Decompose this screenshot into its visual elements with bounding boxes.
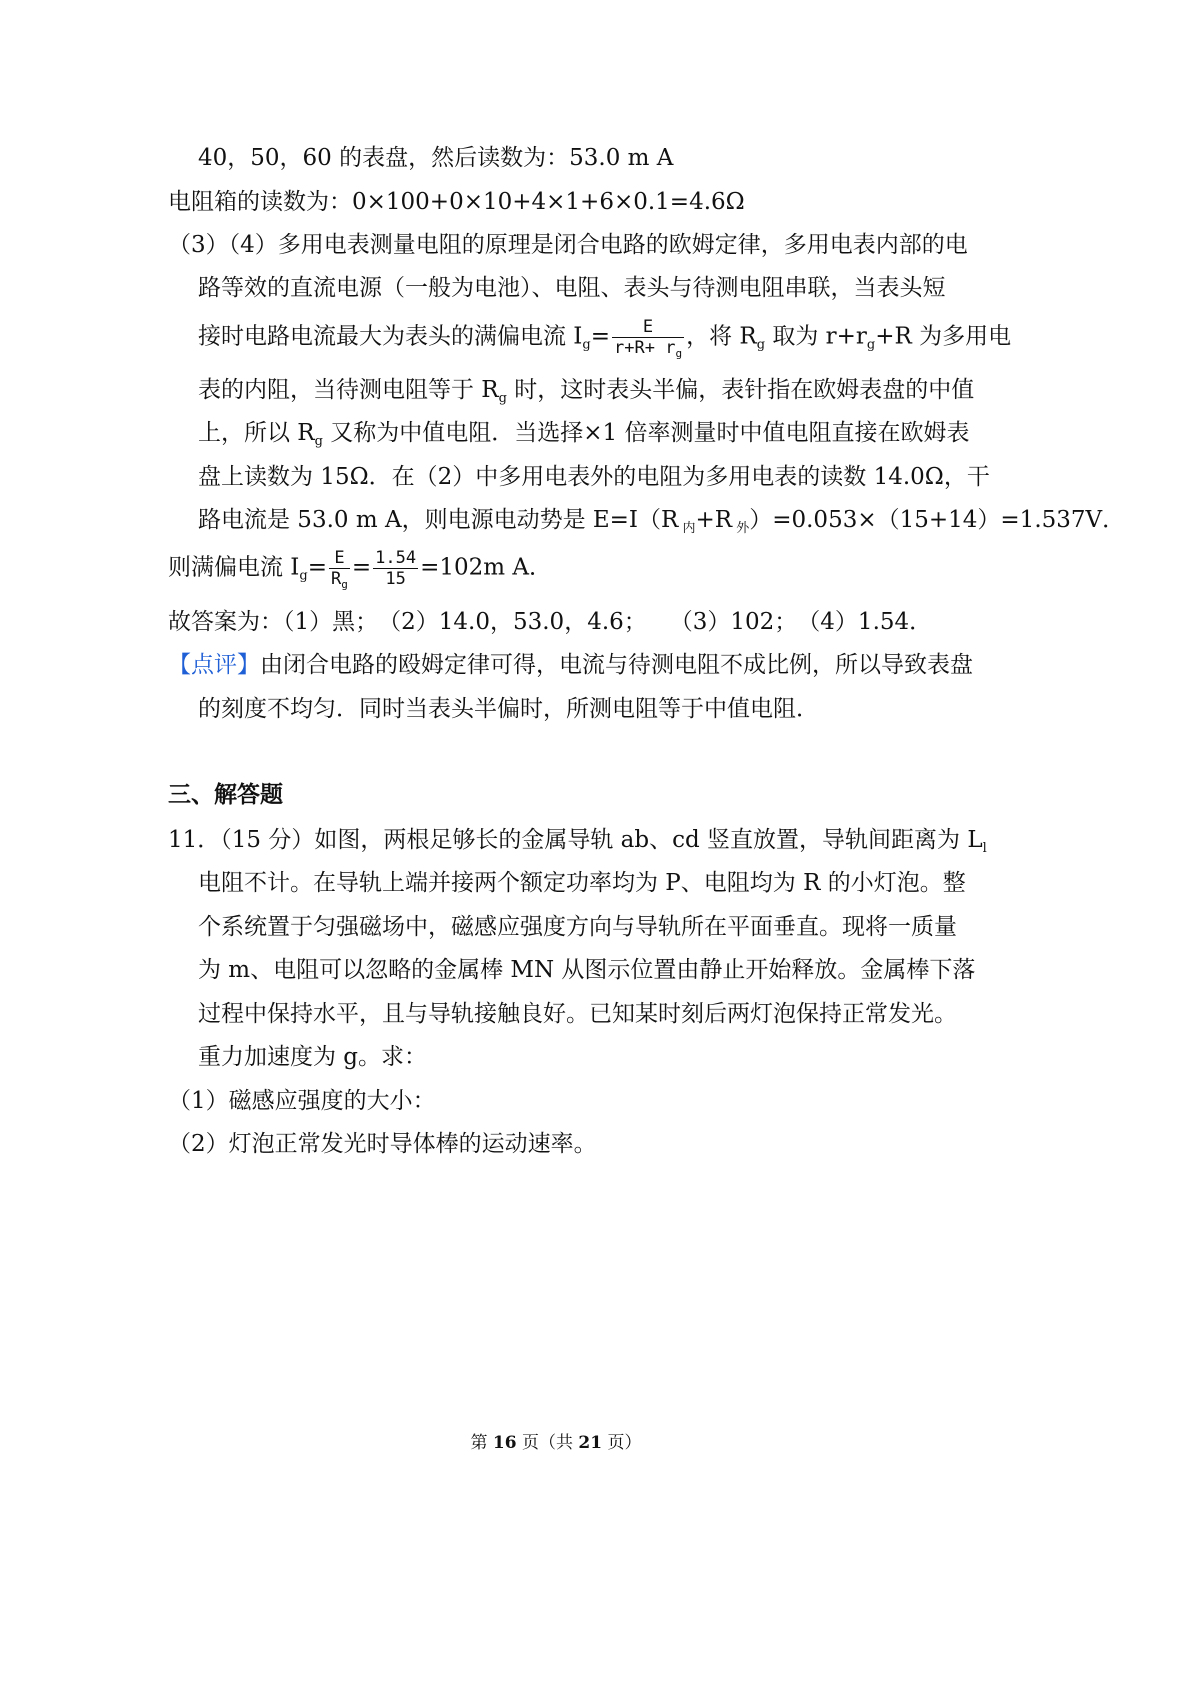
footer-text: 页（共	[516, 1433, 579, 1453]
text-fragment: 又称为中值电阻．当选择×1 倍率测量时中值电阻直接在欧姆表	[322, 420, 970, 446]
text-fragment: 路电流是 53.0 m A，则电源电动势是 E=I（R	[198, 507, 679, 533]
answer-line: 故答案为：（1）黑； （2）14.0，53.0，4.6； （3）102； （4）1.54．	[168, 609, 933, 635]
text-fragment: 则满偏电流 I	[168, 554, 300, 581]
subscript: g	[756, 337, 766, 353]
footer-text: 第	[470, 1433, 493, 1453]
subscript: g	[498, 391, 507, 406]
text-fragment: 由闭合电路的殴姆定律可得，电流与待测电阻不成比例，所以导致表盘	[260, 652, 973, 678]
question-line	[168, 825, 987, 855]
fraction-e-over-rg	[329, 548, 350, 589]
fraction-denominator	[329, 568, 350, 589]
subscript: g	[582, 337, 591, 353]
text-fragment: 接时电路电流最大为表头的满偏电流 I	[198, 323, 583, 350]
formula-line	[198, 317, 1011, 358]
text-line	[198, 418, 970, 448]
equals-sign: =	[351, 554, 372, 581]
text-fragment: 取为 r+r	[765, 323, 867, 350]
subscript: g	[341, 578, 348, 591]
subscript: g	[675, 347, 683, 360]
section-heading: 三、解答题	[168, 781, 283, 808]
subscript: 内	[678, 521, 696, 536]
question-line: 电阻不计。在导轨上端并接两个额定功率均为 P、电阻均为 R 的小灯泡。整	[198, 870, 966, 896]
formula-line	[168, 548, 552, 589]
footer-text: 页）	[602, 1433, 642, 1453]
text-line: 的刻度不均匀．同时当表头半偏时，所测电阻等于中值电阻．	[198, 696, 819, 722]
fraction-numeric	[373, 548, 418, 589]
subscript: g	[866, 337, 876, 353]
fraction-denominator	[612, 337, 684, 358]
question-line: 过程中保持水平，且与导轨接触良好。已知某时刻后两灯泡保持正常发光。	[198, 1001, 957, 1027]
question-line: 个系统置于匀强磁场中，磁感应强度方向与导轨所在平面垂直。现将一质量	[198, 914, 957, 940]
question-part: （1）磁感应强度的大小：	[168, 1088, 436, 1114]
question-line: 重力加速度为 g。求：	[198, 1044, 428, 1070]
text-fragment: +R	[695, 507, 733, 533]
subscript: g	[299, 568, 308, 584]
text-line: 电阻箱的读数为：0×100+0×10+4×1+6×0.1=4.6Ω	[168, 189, 745, 215]
subscript: l	[982, 841, 987, 856]
text-line	[198, 505, 1125, 535]
fraction-numerator: 1.54	[375, 548, 417, 568]
fraction-full-scale-current	[612, 317, 684, 358]
text-line: （3）（4）多用电表测量电阻的原理是闭合电路的欧姆定律，多用电表内部的电	[168, 232, 968, 258]
text-line: 路等效的直流电源（一般为电池）、电阻、表头与待测电阻串联，当表头短	[198, 275, 946, 301]
text-fragment: ）=0.053×（15+14）=1.537V．	[749, 507, 1126, 533]
equals-sign: =	[590, 323, 611, 350]
comment-label: 【点评】	[168, 652, 260, 678]
fraction-numerator: E	[642, 317, 654, 337]
text-fragment: 时，这时表头半偏，表针指在欧姆表盘的中值	[506, 377, 975, 403]
text-line: 40，50，60 的表盘，然后读数为：53.0 m A	[198, 145, 674, 171]
equals-sign: =	[307, 554, 328, 581]
page-total: 21	[578, 1433, 603, 1453]
subscript: 外	[732, 521, 750, 536]
text-line	[198, 375, 974, 405]
denominator-text: r+R+ r	[614, 338, 676, 358]
denominator-text: R	[331, 569, 342, 589]
page-number: 16	[492, 1433, 517, 1453]
text-fragment: =102m A．	[420, 554, 553, 581]
text-line: 盘上读数为 15Ω．在（2）中多用电表外的电阻为多用电表的读数 14.0Ω，干	[198, 464, 990, 490]
subscript: g	[314, 434, 323, 449]
fraction-denominator: 15	[373, 568, 418, 589]
fraction-numerator: E	[334, 548, 345, 568]
question-line: 为 m、电阻可以忽略的金属棒 MN 从图示位置由静止开始释放。金属棒下落	[198, 957, 976, 983]
page-footer	[0, 1432, 1112, 1454]
text-fragment: 表的内阻，当待测电阻等于 R	[198, 377, 499, 403]
text-fragment: 上，所以 R	[198, 420, 315, 446]
question-part: （2）灯泡正常发光时导体棒的运动速率。	[168, 1131, 597, 1157]
text-fragment: +R 为多用电	[875, 323, 1012, 350]
text-fragment: ，将 R	[686, 323, 757, 350]
text-fragment: 11．（15 分）如图，两根足够长的金属导轨 ab、cd 竖直放置，导轨间距离为 L	[168, 827, 983, 853]
comment-line	[168, 650, 973, 680]
